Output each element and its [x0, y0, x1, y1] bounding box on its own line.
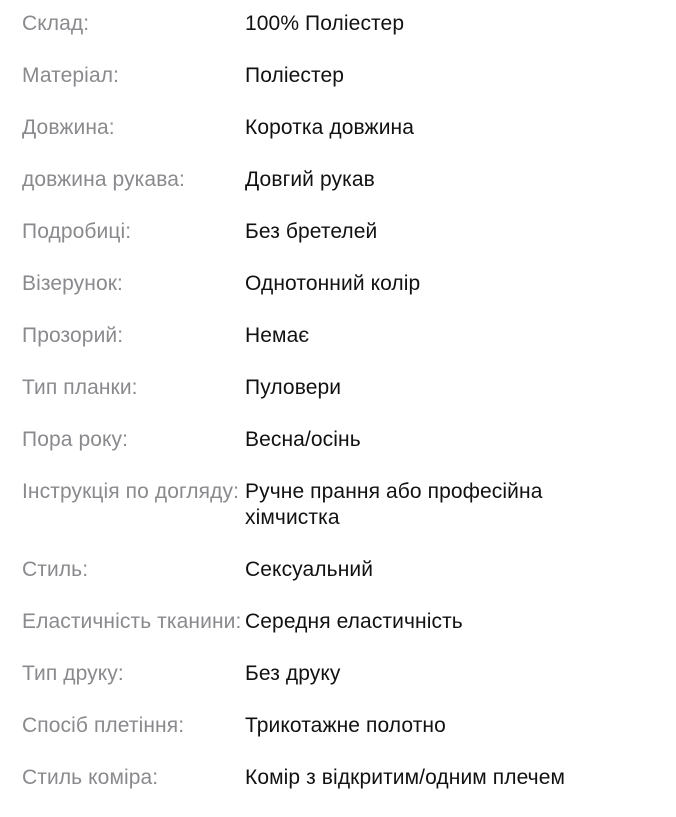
spec-label: Спосіб плетіння: [22, 714, 185, 737]
spec-value: Без бретелей [245, 220, 378, 243]
spec-row-placket-type [0, 375, 676, 427]
spec-label: Довжина: [22, 116, 115, 139]
spec-label: Склад: [22, 12, 90, 35]
spec-value: Пуловери [245, 376, 342, 399]
spec-row-details [0, 219, 676, 271]
spec-value: Без друку [245, 662, 341, 685]
spec-value: Поліестер [245, 64, 345, 87]
spec-row-sleeve-length [0, 167, 676, 219]
spec-value: Довгий рукав [245, 168, 375, 191]
spec-label: Подробиці: [22, 220, 132, 243]
spec-row-print-type [0, 661, 676, 713]
spec-label: Інструкція по догляду: [22, 480, 240, 503]
spec-row-style [0, 557, 676, 609]
product-specs-table [0, 11, 676, 817]
spec-value: Весна/осінь [245, 428, 361, 451]
spec-label: Візерунок: [22, 272, 123, 295]
spec-label: Прозорий: [22, 324, 124, 347]
spec-value: Коротка довжина [245, 116, 414, 139]
spec-value: 100% Поліестер [245, 12, 405, 35]
spec-label: Тип планки: [22, 376, 138, 399]
spec-label: Пора року: [22, 428, 129, 451]
spec-label: Тип друку: [22, 662, 124, 685]
spec-label: Стиль коміра: [22, 766, 159, 789]
spec-value: Комір з відкритим/одним плечем [245, 766, 566, 789]
spec-row-pattern [0, 271, 676, 323]
spec-row-material [0, 63, 676, 115]
spec-value: Середня еластичність [245, 610, 463, 633]
spec-row-composition [0, 11, 676, 63]
spec-row-season [0, 427, 676, 479]
spec-row-weave-method [0, 713, 676, 765]
spec-label: Стиль: [22, 558, 89, 581]
spec-value: Однотонний колір [245, 272, 421, 295]
spec-row-collar-style [0, 765, 676, 817]
spec-label: Матеріал: [22, 64, 120, 87]
spec-value: Немає [245, 324, 310, 347]
spec-value: Ручне прання або професійна хімчистка [245, 480, 543, 529]
spec-row-sheer [0, 323, 676, 375]
spec-row-length [0, 115, 676, 167]
spec-row-care-instructions [0, 479, 676, 557]
spec-row-fabric-elasticity [0, 609, 676, 661]
spec-value: Сексуальний [245, 558, 374, 581]
spec-value: Трикотажне полотно [245, 714, 446, 737]
spec-label: Еластичність тканини: [22, 610, 242, 633]
spec-label: довжина рукава: [22, 168, 185, 191]
